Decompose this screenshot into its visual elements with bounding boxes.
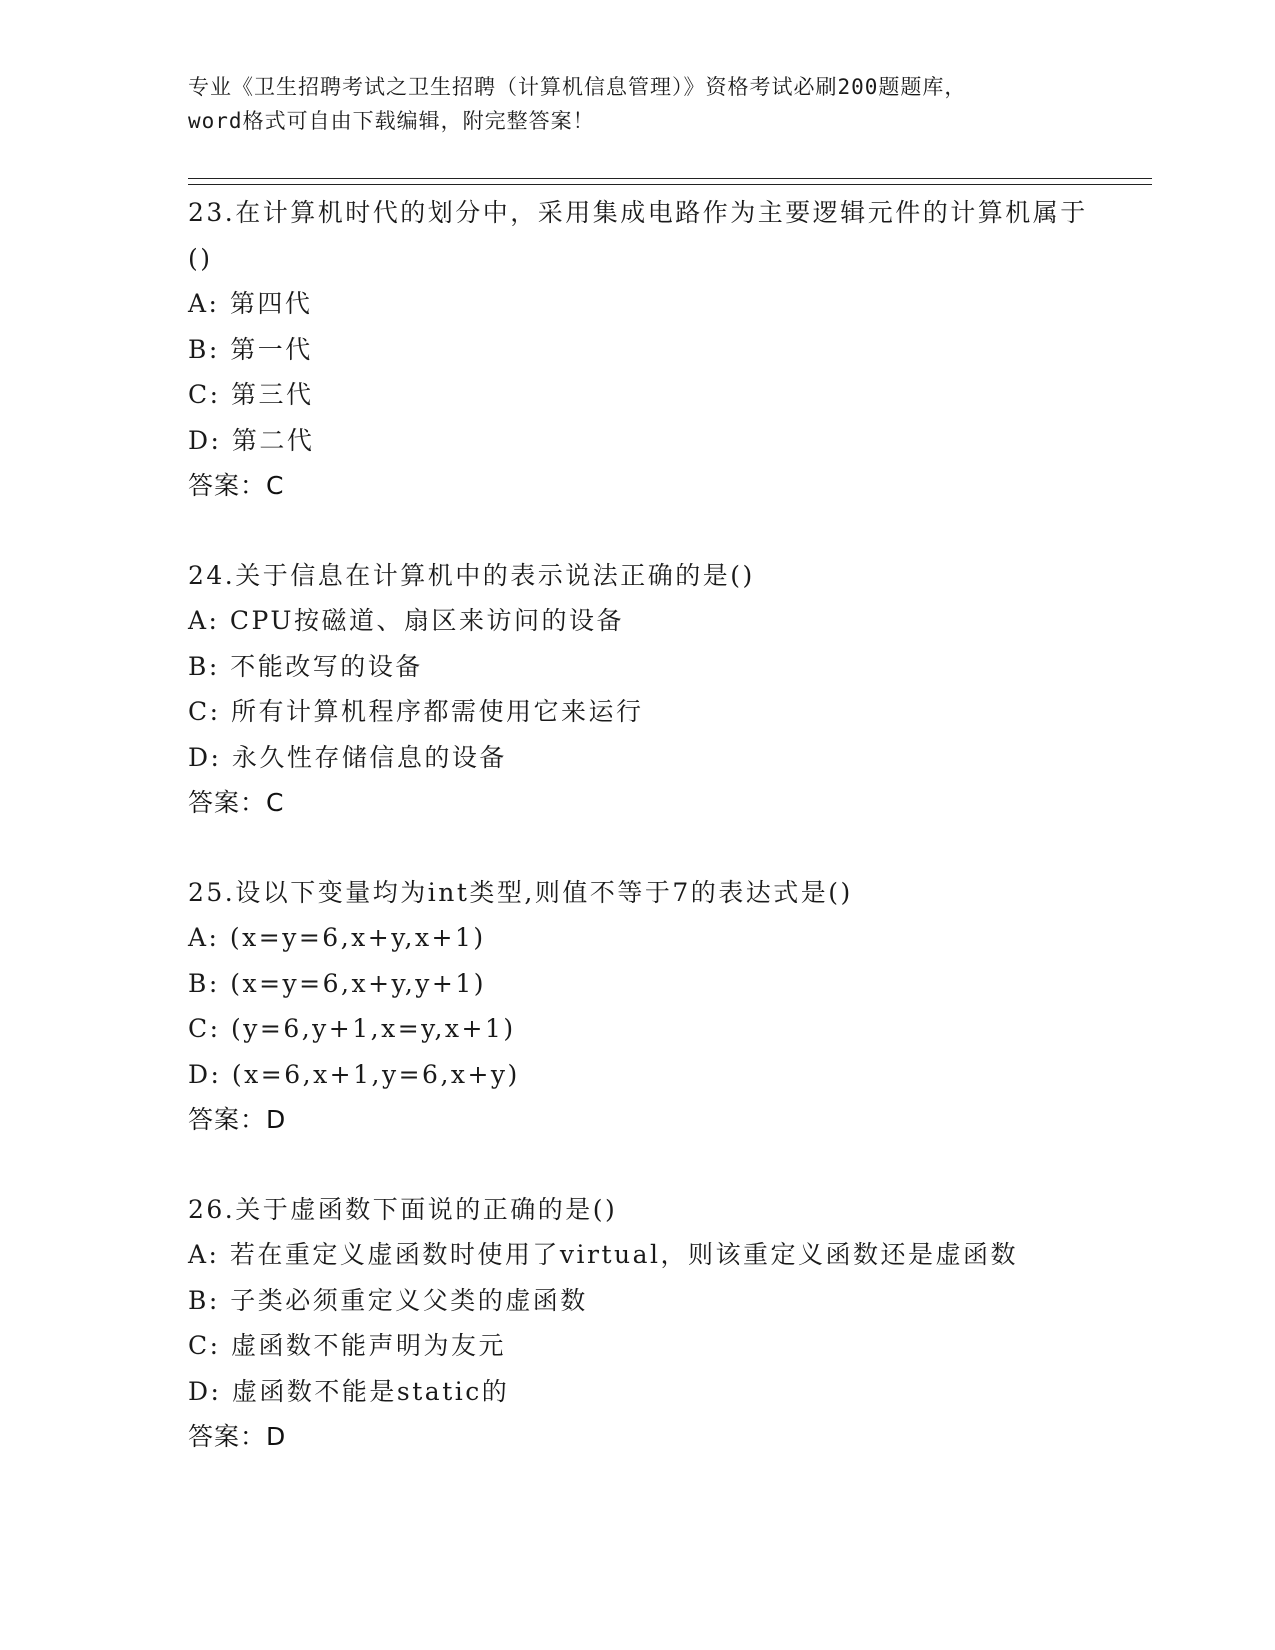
question-stem: 25.设以下变量均为int类型,则值不等于7的表达式是(): [188, 877, 853, 907]
option-a: A: 第四代: [188, 289, 313, 318]
answer-text: 答案：C: [188, 788, 285, 817]
question-24: [188, 553, 1128, 826]
option-b: B: (x=y=6,x+y,y+1): [188, 968, 486, 998]
option-c: C: 所有计算机程序都需使用它来运行: [188, 697, 644, 726]
option-a: A: 若在重定义虚函数时使用了virtual，则该重定义函数还是虚函数: [188, 1240, 1019, 1269]
option-d: D: 永久性存储信息的设备: [188, 742, 507, 772]
option-b: B: 第一代: [188, 334, 313, 364]
option-b: B: 子类必须重定义父类的虚函数: [188, 1285, 588, 1315]
question-stem: 23.在计算机时代的划分中，采用集成电路作为主要逻辑元件的计算机属于(): [188, 198, 1088, 273]
option-b: B: 不能改写的设备: [188, 651, 423, 681]
option-a: A: (x=y=6,x+y,x+1): [188, 923, 486, 952]
option-d: D: (x=6,x+1,y=6,x+y): [188, 1059, 520, 1089]
header-line-1: 专业《卫生招聘考试之卫生招聘（计算机信息管理）》资格考试必刷200题题库，: [188, 75, 967, 99]
option-d: D: 第二代: [188, 425, 315, 455]
option-c: C: (y=6,y+1,x=y,x+1): [188, 1014, 516, 1043]
option-d: D: 虚函数不能是static的: [188, 1376, 510, 1406]
question-stem: 24.关于信息在计算机中的表示说法正确的是(): [188, 560, 755, 590]
header-divider-bottom: [188, 184, 1152, 185]
question-stem: 26.关于虚函数下面说的正确的是(): [188, 1194, 618, 1224]
question-25: [188, 870, 1128, 1143]
header-line-2: word格式可自由下载编辑，附完整答案！: [188, 109, 595, 133]
question-26: [188, 1187, 1128, 1460]
header-divider-top: [188, 178, 1152, 179]
answer-text: 答案：D: [188, 1105, 287, 1134]
option-c: C: 第三代: [188, 380, 314, 409]
document-header: [188, 70, 1088, 138]
answer-text: 答案：D: [188, 1422, 287, 1451]
answer-text: 答案：C: [188, 471, 285, 500]
question-list: [188, 190, 1128, 1504]
option-c: C: 虚函数不能声明为友元: [188, 1331, 506, 1360]
question-23: [188, 190, 1128, 509]
option-a: A: CPU按磁道、扇区来访问的设备: [188, 606, 625, 635]
